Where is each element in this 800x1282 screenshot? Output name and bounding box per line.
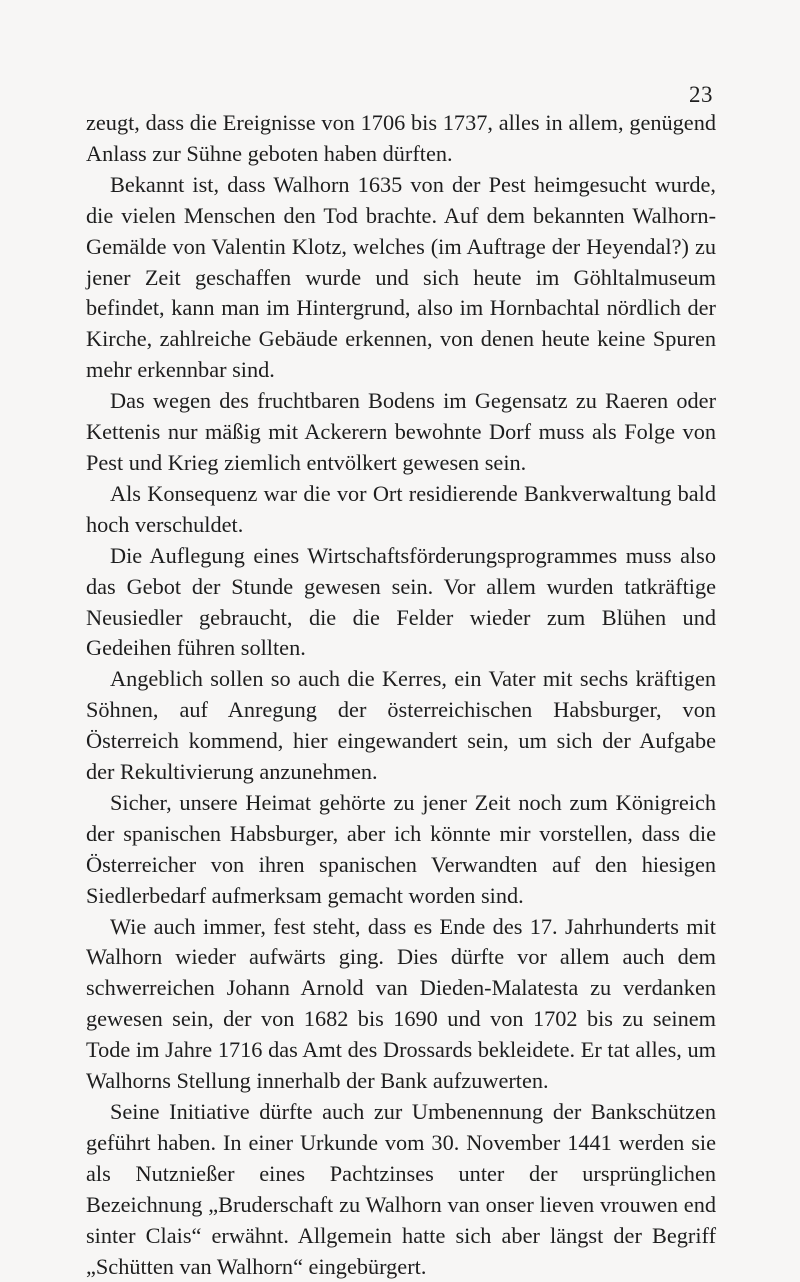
text-block	[86, 108, 716, 1282]
paragraph-1: zeugt, dass die Ereignisse von 1706 bis 1737, alles in allem, genügend Anlass zur Sühne geboten haben dürften.	[86, 110, 716, 166]
paragraph-4: Als Konsequenz war die vor Ort residierende Bankverwaltung bald hoch verschuldet.	[86, 480, 716, 537]
paragraph-9: Seine Initiative dürfte auch zur Umbenennung der Bankschützen geführt haben. In einer Urkunde vom 30. November 1441 werden sie als Nutznießer eines Pachtzinses unter der ursprünglichen Bezeichnung „Bruderschaft zu Walhorn van onser lieven vrouwen end sinter Clais“ erwähnt. Allgemein hatte sich aber längst der Begriff „Schütten van Walhorn“ eingebürgert.	[86, 1099, 716, 1279]
paragraph-3: Das wegen des fruchtbaren Bodens im Gegensatz zu Raeren oder Kettenis nur mäßig mit Ackerern bewohnte Dorf muss als Folge von Pest und Krieg ziemlich entvölkert gewesen sein.	[86, 388, 716, 475]
paragraph-7: Sicher, unsere Heimat gehörte zu jener Zeit noch zum Königreich der spanischen Habsburger, aber ich könnte mir vorstellen, dass die Österreicher von ihren spanischen Verwandten auf den hiesigen Siedlerbedarf aufmerksam gemacht worden sind.	[86, 789, 716, 908]
paragraph-8: Wie auch immer, fest steht, dass es Ende des 17. Jahrhunderts mit Walhorn wieder aufwärts ging. Dies dürfte vor allem auch dem schwerreichen Johann Arnold van Dieden-Malatesta zu verdanken gewesen sein, der von 1682 bis 1690 und von 1702 bis zu seinem Tode im Jahre 1716 das Amt des Drossards bekleidete. Er tat alles, um Walhorns Stellung innerhalb der Bank aufzuwerten.	[86, 913, 716, 1094]
paragraph-6: Angeblich sollen so auch die Kerres, ein Vater mit sechs kräftigen Söhnen, auf Anregung der österreichischen Habsburger, von Österreich kommend, hier eingewandert sein, um sich der Aufgabe der Rekultivierung anzunehmen.	[86, 666, 716, 785]
page-number: 23	[689, 82, 713, 107]
paragraph-5: Die Auflegung eines Wirtschaftsförderungsprogrammes muss also das Gebot der Stunde gewesen sein. Vor allem wurden tatkräftige Neusiedler gebraucht, die die Felder wieder zum Blühen und Gedeihen führen sollten.	[86, 542, 716, 661]
paragraph-2: Bekannt ist, dass Walhorn 1635 von der Pest heimgesucht wurde, die vielen Menschen den Tod brachte. Auf dem bekannten Walhorn-Gemälde von Valentin Klotz, welches (im Auftrage der Heyendal?) zu jener Zeit geschaffen wurde und sich heute im Göhltalmuseum befindet, kann man im Hintergrund, also im Hornbachtal nördlich der Kirche, zahlreiche Gebäude erkennen, von denen heute keine Spuren mehr erkennbar sind.	[86, 171, 716, 383]
